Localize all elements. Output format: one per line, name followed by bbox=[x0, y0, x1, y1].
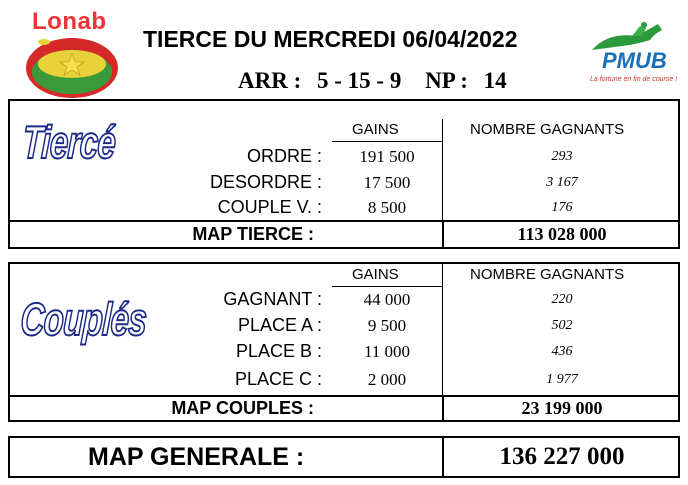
tierce-row-label: ORDRE : bbox=[246, 146, 322, 166]
map-couples-label: MAP COUPLES : bbox=[171, 398, 314, 418]
lonab-emblem-icon bbox=[22, 28, 122, 100]
tierce-gains-header: GAINS bbox=[352, 121, 399, 138]
couples-column-divider bbox=[442, 264, 443, 397]
map-tierce-value: 113 028 000 bbox=[517, 224, 607, 244]
arr-value: 5 - 15 - 9 bbox=[317, 68, 402, 93]
couples-row-count: 220 bbox=[551, 292, 573, 307]
tierce-row-gain: 191 500 bbox=[359, 147, 415, 166]
tierce-row-count: 293 bbox=[551, 149, 573, 164]
couples-row-count: 436 bbox=[551, 344, 573, 359]
tierce-row-count: 176 bbox=[551, 200, 573, 215]
map-couples-row bbox=[10, 395, 678, 420]
tierce-column-divider bbox=[442, 119, 443, 221]
couples-row-count: 1 977 bbox=[546, 372, 578, 387]
map-generale-label: MAP GENERALE : bbox=[88, 443, 305, 471]
couples-row-gain: 9 500 bbox=[367, 316, 407, 335]
tierce-row-label: DESORDRE : bbox=[209, 172, 322, 192]
np-label: NP : bbox=[425, 68, 468, 93]
map-tierce-label: MAP TIERCE : bbox=[192, 224, 314, 244]
tierce-row-gain: 17 500 bbox=[363, 173, 411, 192]
arr-label: ARR : bbox=[238, 68, 302, 93]
couples-row-gain: 2 000 bbox=[367, 370, 407, 389]
couples-row-label: PLACE C : bbox=[234, 369, 322, 389]
couples-row-label: PLACE B : bbox=[235, 341, 322, 361]
page-title: TIERCE DU MERCREDI 06/04/2022 bbox=[143, 26, 518, 52]
couples-winners-header: NOMBRE GAGNANTS bbox=[470, 266, 625, 283]
couples-row-label: GAGNANT : bbox=[223, 289, 322, 309]
couples-row-gain: 11 000 bbox=[363, 342, 411, 361]
arrival-line bbox=[238, 68, 507, 94]
couples-row-gain: 44 000 bbox=[363, 290, 411, 309]
tierce-section-title: Tiercé bbox=[21, 116, 117, 168]
couples-row-label: PLACE A : bbox=[237, 315, 322, 335]
couples-row-count: 502 bbox=[551, 318, 573, 333]
map-generale-value: 136 227 000 bbox=[499, 443, 625, 470]
couples-gains-underline bbox=[332, 286, 442, 287]
tierce-gains-underline bbox=[332, 141, 442, 142]
couples-section-title: Couplés bbox=[19, 293, 148, 345]
couples-section bbox=[8, 262, 680, 422]
tierce-row-gain: 8 500 bbox=[367, 198, 407, 217]
pmub-logo bbox=[588, 20, 680, 100]
map-couples-value: 23 199 000 bbox=[521, 398, 603, 418]
couples-gains-header: GAINS bbox=[352, 266, 399, 283]
tierce-winners-header: NOMBRE GAGNANTS bbox=[470, 121, 625, 138]
map-generale-section bbox=[8, 436, 680, 478]
lonab-logo bbox=[22, 8, 122, 100]
pmub-logo-text: PMUB bbox=[602, 48, 667, 73]
pmub-tagline: La fortune en fin de course ! bbox=[590, 76, 678, 83]
tierce-section bbox=[8, 99, 680, 249]
lonab-logo-text: Lonab bbox=[32, 8, 107, 35]
tierce-row-label: COUPLE V. : bbox=[217, 197, 322, 217]
tierce-row-count: 3 167 bbox=[546, 175, 578, 190]
map-tierce-row bbox=[10, 220, 678, 247]
np-value: 14 bbox=[483, 68, 507, 93]
